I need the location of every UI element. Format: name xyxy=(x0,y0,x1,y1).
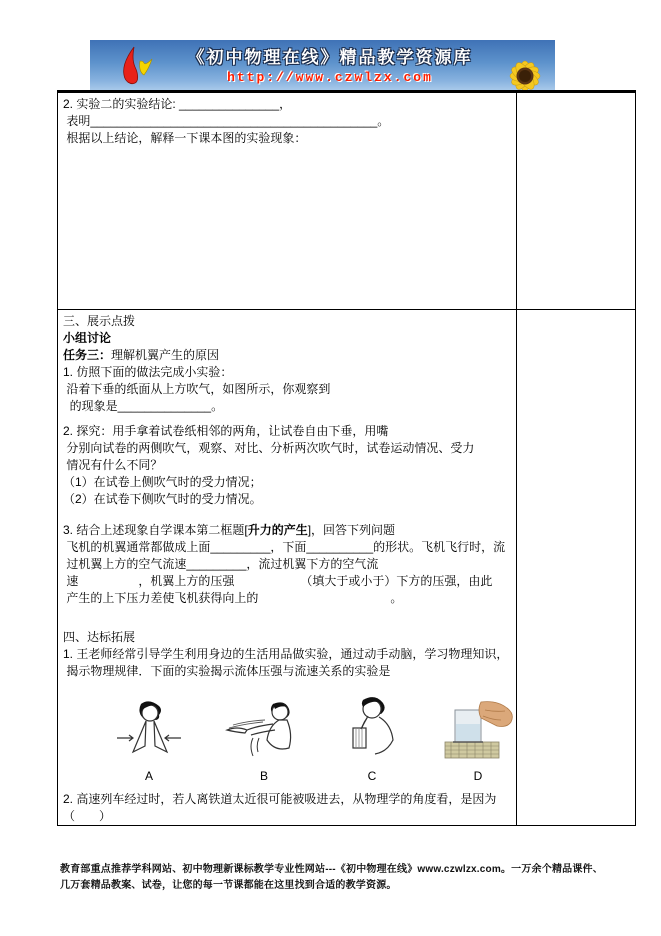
q3-pre: 3. 结合上述现象自学课本第二框题[ xyxy=(63,523,248,537)
q3-bold-title: 升力的产生 xyxy=(247,523,308,537)
figure-d-inverted-cup xyxy=(437,700,519,783)
exp2-explain-line: 根据以上结论，解释一下课本图的实验现象： xyxy=(63,131,307,145)
figure-b-label: B xyxy=(259,769,268,783)
footer-line2: 几万套精品教案、试卷，让您的每一节课都能在这里找到合适的教学资源。 xyxy=(60,880,397,891)
side-cell-bottom xyxy=(517,310,636,826)
explore-line2: 分别向试卷的两侧吹气，观察、对比、分析两次吹气时，试卷运动情况、受力 xyxy=(63,441,475,455)
exp-small-line2: 沿着下垂的纸面从上方吹气，如图所示，你观察到 xyxy=(63,382,331,396)
q5-line1: 2. 高速列车经过时，若人离铁道太近很可能被吸进去，从物理学的角度看，是因为 xyxy=(63,792,497,806)
footer-line1: 教育部重点推荐学科网站、初中物理新课标教学专业性网站---《初中物理在线》www.czwlzx.com。一万余个精品课件、 xyxy=(60,864,603,875)
figure-b-illustration xyxy=(223,700,305,762)
site-title: 《初中物理在线》精品教学资源库 xyxy=(187,48,473,67)
figure-d-label: D xyxy=(473,769,483,783)
q3-line3: 过机翼上方的空气流速_________，流过机翼下方的空气流 xyxy=(63,557,379,571)
figure-d-illustration xyxy=(437,700,519,762)
exp-small-line3: 的现象是______________。 xyxy=(63,399,224,413)
explore-line1: 2. 探究：用手拿着试卷纸相邻的两角，让试卷自由下垂，用嘴 xyxy=(63,424,389,438)
explore-item1: （1）在试卷上侧吹气时的受力情况； xyxy=(63,475,262,489)
group-discussion-label: 小组讨论 xyxy=(63,331,112,345)
figure-c-label: C xyxy=(367,769,377,783)
exp-small-line1: 1. 仿照下面的做法完成小实验： xyxy=(63,365,233,379)
footer-promo xyxy=(60,862,625,894)
q3-line1 xyxy=(63,522,511,539)
site-logo-icon xyxy=(114,45,158,87)
section4-heading: 四、达标拓展 xyxy=(63,630,136,644)
banner-text xyxy=(160,43,500,85)
exp2-shows-line: 表明___________________________________________。 xyxy=(63,114,390,128)
site-url-link[interactable]: http://www.czwlzx.com xyxy=(227,70,433,85)
figure-a-label: A xyxy=(144,769,153,783)
q4-line1: 1. 王老师经常引导学生利用身边的生活用品做实验，通过动手动脑，学习物理知识， xyxy=(63,647,509,661)
figure-c-illustration xyxy=(341,696,403,762)
task3-text: 理解机翼产生的原因 xyxy=(111,348,220,362)
explore-item2: （2）在试卷下侧吹气时的受力情况。 xyxy=(63,492,262,506)
experiment-figures xyxy=(113,696,511,783)
task3-label: 任务三： xyxy=(63,348,112,362)
q3-line2: 飞机的机翼通常都做成上面_________，下面__________的形状。飞机飞行时，流 xyxy=(63,540,506,554)
q3-post: ]，回答下列问题 xyxy=(307,523,396,537)
site-banner xyxy=(90,40,555,90)
exp2-conclusion-line: 2. 实验二的实验结论: _______________， xyxy=(63,97,292,111)
cell-main-content xyxy=(58,310,517,826)
q4-line2: 揭示物理规律．下面的实验揭示流体压强与流速关系的实验是 xyxy=(63,664,391,678)
q3-line5: 产生的上下压力差使飞机获得向上的 。 xyxy=(63,591,403,605)
figure-a-blow-between-papers xyxy=(113,700,185,783)
figure-a-illustration xyxy=(113,700,185,762)
worksheet-table xyxy=(57,90,636,826)
q3-line4: 速 ，机翼上方的压强 （填大于或小于）下方的压强，由此 xyxy=(63,574,493,588)
side-cell-top xyxy=(517,92,636,310)
explore-line3: 情况有什么不同？ xyxy=(63,458,163,472)
task3-line xyxy=(63,347,511,364)
cell-experiment2 xyxy=(58,92,517,310)
section3-heading: 三、展示点拨 xyxy=(63,314,136,328)
figure-b-blow-over-strip xyxy=(223,700,305,783)
sunflower-icon xyxy=(501,48,553,90)
q5-line2: （ ） xyxy=(63,809,112,823)
figure-c-blow-over-cup xyxy=(341,696,403,783)
